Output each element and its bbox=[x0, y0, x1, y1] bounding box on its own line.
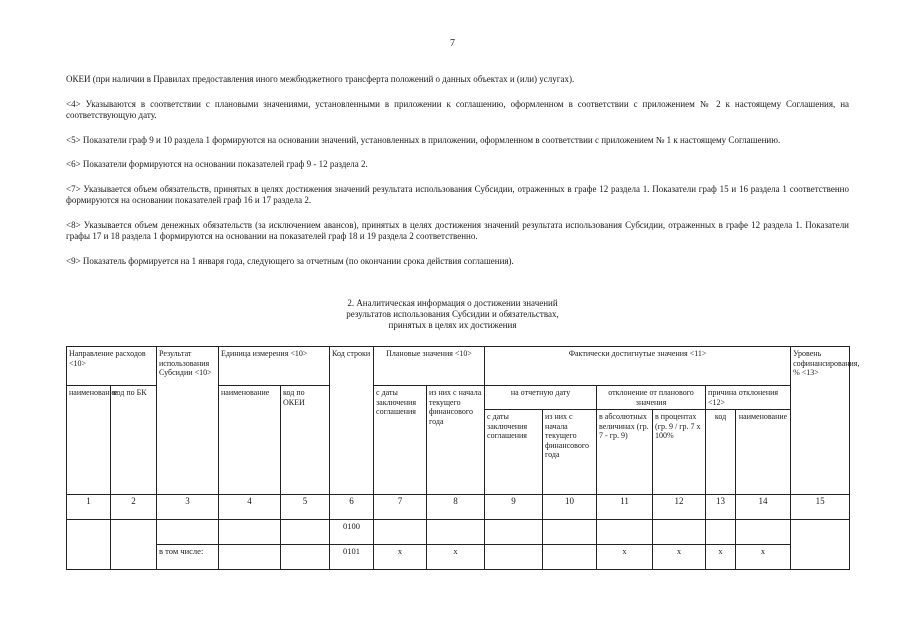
header-reason: причина отклонения <12> bbox=[706, 386, 791, 410]
footnote-9: <9> Показатель формируется на 1 января года, следующего за отчетным (по окончании срока действия соглашения). bbox=[66, 255, 514, 266]
column-number: 2 bbox=[111, 495, 157, 520]
analytics-table bbox=[66, 346, 860, 570]
footnote-8: <8> Указывается объем денежных обязательств (за исключением авансов), принятых в целях достижения значений результата использования Субсидии, отраженных в графе 12 раздела 1. Показатели графы 17 и 18 раздела 1 формируются на основании на показателей граф 18 и 19 раздела 2 соответственно. bbox=[66, 219, 849, 241]
cell-empty bbox=[791, 520, 850, 570]
cell-empty bbox=[597, 520, 653, 545]
row-code: 0101 bbox=[330, 545, 374, 570]
header-deviation-abs: в абсолютных величинах (гр. 7 - гр. 9) bbox=[597, 410, 653, 495]
column-number: 11 bbox=[597, 495, 653, 520]
header-unit-code: код по ОКЕИ bbox=[281, 386, 330, 495]
cell-empty bbox=[111, 520, 157, 570]
cell-empty bbox=[219, 545, 281, 570]
header-planned: Плановые значения <10> bbox=[374, 347, 485, 386]
header-actual-year: из них с начала текущего финансового года bbox=[543, 410, 597, 495]
section-title-line-3: принятых в целях их достижения bbox=[388, 320, 517, 330]
column-number: 5 bbox=[281, 495, 330, 520]
header-actual-date: с даты заключения соглашения bbox=[485, 410, 543, 495]
row-code: 0100 bbox=[330, 520, 374, 545]
header-unit: Единица измерения <10> bbox=[219, 347, 330, 386]
cell-empty bbox=[485, 545, 543, 570]
header-result: Результат использования Субсидии <10> bbox=[157, 347, 219, 495]
column-numbers-row bbox=[67, 495, 850, 520]
column-number: 6 bbox=[330, 495, 374, 520]
cell-empty bbox=[736, 520, 791, 545]
column-number: 3 bbox=[157, 495, 219, 520]
column-number: 15 bbox=[791, 495, 850, 520]
cell-empty bbox=[543, 520, 597, 545]
header-reason-code: код bbox=[706, 410, 736, 495]
cell-x: x bbox=[706, 545, 736, 570]
cell-empty bbox=[281, 545, 330, 570]
column-number: 8 bbox=[427, 495, 485, 520]
cell-x: x bbox=[427, 545, 485, 570]
section-title-line-2: результатов использования Субсидии и обязательствах, bbox=[346, 309, 559, 319]
footnote-7: <7> Указывается объем обязательств, принятых в целях достижения значений результата использования Субсидии, отраженных в графе 12 раздела 1. Показатели граф 15 и 16 раздела 1 соответственно формируются на основании показателей граф 16 и 17 раздела 2. bbox=[66, 183, 849, 205]
header-deviation: отклонение от планового значения bbox=[597, 386, 706, 410]
column-number: 12 bbox=[653, 495, 706, 520]
cell-x: x bbox=[597, 545, 653, 570]
header-plan-date: с даты заключения соглашения bbox=[374, 386, 427, 495]
cell-x: x bbox=[374, 545, 427, 570]
column-number: 10 bbox=[543, 495, 597, 520]
cell-empty bbox=[67, 520, 111, 570]
header-reason-name: наименование bbox=[736, 410, 791, 495]
column-number: 14 bbox=[736, 495, 791, 520]
page-number: 7 bbox=[450, 38, 455, 49]
header-direction-code: код по БК bbox=[111, 386, 157, 495]
cell-empty bbox=[219, 520, 281, 545]
cell-x: x bbox=[653, 545, 706, 570]
cell-empty bbox=[706, 520, 736, 545]
table-row-0100 bbox=[67, 520, 850, 545]
header-code-row: Код строки bbox=[330, 347, 374, 495]
footnote-okei: ОКЕИ (при наличии в Правилах предоставления иного межбюджетного трансферта положений о данных объектах и (или) услугах). bbox=[66, 74, 575, 84]
header-level: Уровень софинансирования, % <13> bbox=[791, 347, 850, 495]
cell-empty bbox=[653, 520, 706, 545]
cell-empty bbox=[157, 520, 219, 545]
header-plan-year: из них с начала текущего финансового года bbox=[427, 386, 485, 495]
footnote-5: <5> Показатели граф 9 и 10 раздела 1 формируются на основании значений, установленных в приложении, оформленном в соответствии с приложением № 1 к настоящему Соглашению. bbox=[66, 134, 781, 145]
footnote-4: <4> Указываются в соответствии с плановыми значениями, установленными в приложении к соглашению, оформленном в соответствии с приложением № 2 к настоящему Соглашения, на соответствующую дату. bbox=[66, 98, 849, 120]
cell-empty bbox=[281, 520, 330, 545]
footnotes bbox=[66, 74, 849, 280]
header-actual: Фактически достигнутые значения <11> bbox=[485, 347, 791, 386]
header-on-date: на отчетную дату bbox=[485, 386, 597, 410]
column-number: 13 bbox=[706, 495, 736, 520]
cell-empty bbox=[485, 520, 543, 545]
section-title-line-1: 2. Аналитическая информация о достижении значений bbox=[347, 298, 558, 308]
section-title bbox=[0, 298, 905, 331]
footnote-6: <6> Показатели формируются на основании показателей граф 9 - 12 раздела 2. bbox=[66, 159, 368, 169]
column-number: 4 bbox=[219, 495, 281, 520]
cell-x: x bbox=[736, 545, 791, 570]
table-row-0101 bbox=[67, 545, 850, 570]
cell-empty bbox=[374, 520, 427, 545]
column-number: 7 bbox=[374, 495, 427, 520]
column-number: 1 bbox=[67, 495, 111, 520]
row-label: в том числе: bbox=[157, 545, 219, 570]
header-direction: Направление расходов <10> bbox=[67, 347, 157, 386]
cell-empty bbox=[427, 520, 485, 545]
column-number: 9 bbox=[485, 495, 543, 520]
header-unit-name: наименование bbox=[219, 386, 281, 495]
header-direction-name: наименование bbox=[67, 386, 111, 495]
cell-empty bbox=[543, 545, 597, 570]
header-deviation-pct: в процентах (гр. 9 / гр. 7 x 100% bbox=[653, 410, 706, 495]
